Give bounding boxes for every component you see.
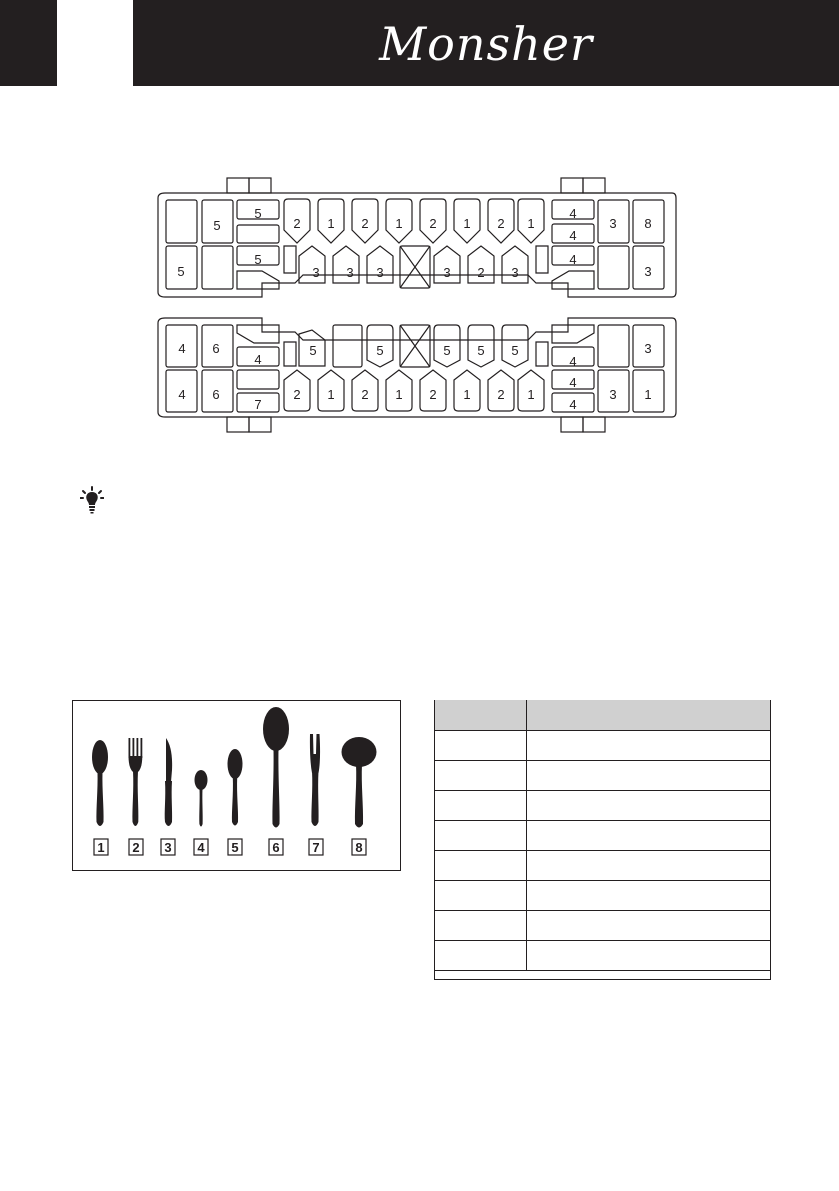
knife-icon [165, 738, 172, 826]
table-cell-name [527, 821, 772, 851]
table-cell-name [527, 761, 772, 791]
bottom-tray-slot-label: 2 [429, 387, 437, 402]
bottom-tray-slot-label: 4 [178, 341, 186, 356]
table-cell-number [434, 851, 527, 881]
clip [561, 417, 583, 432]
bottom-tray-slot-label: 1 [327, 387, 335, 402]
bottom-tray-slot-label: 6 [212, 341, 220, 356]
top-tray-slot-label: 5 [254, 206, 262, 221]
serving-spoon-icon [263, 707, 289, 828]
table-cell-name [527, 851, 772, 881]
lightbulb-icon [80, 486, 104, 514]
table-header-row [434, 700, 771, 731]
top-tray-slot-label: 1 [527, 216, 535, 231]
bottom-tray-slot-label: 4 [569, 354, 577, 369]
table-cell-number [434, 761, 527, 791]
top-tray-slot-label: 3 [644, 264, 652, 279]
bottom-tray-slot-label: 4 [569, 375, 577, 390]
bottom-tray-slot-label: 5 [309, 343, 317, 358]
table-cell-number [434, 881, 527, 911]
cutlery-number: 3 [164, 840, 172, 855]
bottom-tray-slot-label: 2 [497, 387, 505, 402]
top-tray-slot-label: 3 [511, 265, 519, 280]
header-left-block [0, 0, 57, 86]
top-tray-slot-label: 2 [429, 216, 437, 231]
top-tray-slot-label: 4 [569, 206, 577, 221]
top-tray-slot-label: 2 [477, 265, 485, 280]
top-tray-slot-label: 2 [497, 216, 505, 231]
table-cell-name [527, 881, 772, 911]
cutlery-number: 5 [231, 840, 239, 855]
table-cell-number [434, 941, 527, 971]
cutlery-legend-table [434, 700, 771, 971]
top-tray-slot-label: 1 [395, 216, 403, 231]
bottom-tray-slot-label: 7 [254, 397, 262, 412]
clip [249, 178, 271, 193]
cutlery-basket-diagram [150, 170, 690, 435]
table-cell-number [434, 791, 527, 821]
bottom-tray-slot-label: 4 [254, 352, 262, 367]
soup-spoon-icon [92, 740, 108, 826]
cutlery-legend-box [72, 700, 401, 871]
bottom-tray-slot-label: 6 [212, 387, 220, 402]
bottom-tray-slot-label: 5 [443, 343, 451, 358]
clip [583, 178, 605, 193]
bottom-tray-slot-label: 2 [293, 387, 301, 402]
dessert-spoon-icon [228, 749, 243, 826]
top-tray-slot-label: 1 [463, 216, 471, 231]
clip [227, 417, 249, 432]
serving-fork-icon [310, 734, 320, 826]
top-tray-slot-label: 3 [443, 265, 451, 280]
cutlery-number: 1 [97, 840, 105, 855]
top-tray-slot-label: 4 [569, 228, 577, 243]
bottom-tray-slot-label: 1 [395, 387, 403, 402]
bottom-tray-slot-label: 3 [644, 341, 652, 356]
table-row [434, 941, 771, 971]
top-tray-slot-label: 8 [644, 216, 652, 231]
clip [227, 178, 249, 193]
bottom-tray-slot-label: 3 [609, 387, 617, 402]
bottom-tray-slot-label: 5 [477, 343, 485, 358]
bottom-tray-slot-label: 4 [569, 397, 577, 412]
table-row [434, 731, 771, 761]
table-cell-name [527, 731, 772, 761]
top-tray-slot-label: 5 [213, 218, 221, 233]
top-tray-slot-label: 4 [569, 252, 577, 267]
table-row [434, 761, 771, 791]
table-cell-name [527, 911, 772, 941]
top-tray-slot-label: 2 [361, 216, 369, 231]
table-row [434, 791, 771, 821]
top-tray-slot-label: 3 [609, 216, 617, 231]
table-cell-number [434, 821, 527, 851]
top-tray-slot-label: 5 [254, 252, 262, 267]
table-row [434, 821, 771, 851]
header-cell-name [527, 700, 772, 731]
clip [583, 417, 605, 432]
table-cell-name [527, 791, 772, 821]
bottom-tray-slot-label: 5 [376, 343, 384, 358]
table-row [434, 881, 771, 911]
top-tray-slot-label: 3 [376, 265, 384, 280]
bottom-tray-slot-label: 1 [463, 387, 471, 402]
clip [561, 178, 583, 193]
cutlery-number: 4 [197, 840, 205, 855]
top-tray-slot-label: 1 [327, 216, 335, 231]
table-cell-name [527, 941, 772, 971]
brand-logo: Monsher [379, 17, 593, 71]
cutlery-number: 8 [355, 840, 363, 855]
clip [249, 417, 271, 432]
table-cell-number [434, 731, 527, 761]
bottom-tray-slot-label: 2 [361, 387, 369, 402]
cutlery-number: 6 [272, 840, 280, 855]
table-row [434, 911, 771, 941]
table-cell-number [434, 911, 527, 941]
header-cell-number [434, 700, 527, 731]
fork-icon [129, 738, 143, 826]
bottom-tray-slot-label: 5 [511, 343, 519, 358]
top-tray-slot-label: 3 [346, 265, 354, 280]
bottom-tray-slot-label: 1 [644, 387, 652, 402]
top-tray-slot-label: 3 [312, 265, 320, 280]
table-row [434, 851, 771, 881]
bottom-tray-slot-label: 1 [527, 387, 535, 402]
top-tray-slot-label: 2 [293, 216, 301, 231]
teaspoon-icon [195, 770, 208, 827]
gravy-ladle-icon [342, 737, 377, 828]
bottom-tray-slot-label: 4 [178, 387, 186, 402]
top-tray-slot-label: 5 [177, 264, 185, 279]
cutlery-number: 2 [132, 840, 140, 855]
cutlery-number: 7 [312, 840, 320, 855]
